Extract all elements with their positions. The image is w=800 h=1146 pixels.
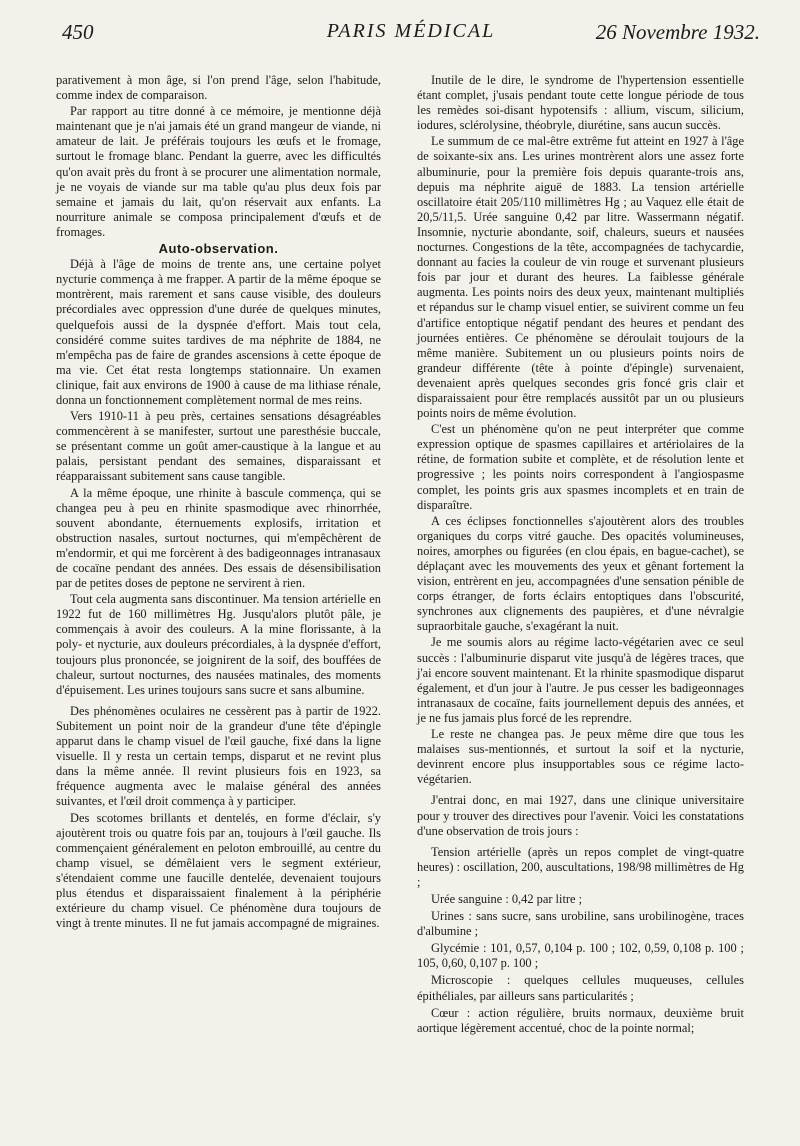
paragraph: Je me soumis alors au régime lacto-végétarien avec ce seul succès : l'albuminurie disparut vite jusqu'à de légères traces, que j'ai encore souvent maintenant. Et la rhinite spasmodique disparut également, et d'un jour à l'autre. Je pus cesser les badigeonnages intranasaux de cocaïne, faits journellement depuis des années, et je ne fus jamais plus forcé de les reprendre. bbox=[417, 635, 744, 725]
right-column bbox=[417, 73, 744, 1038]
section-heading: Auto-observation. bbox=[158, 241, 279, 257]
paragraph: parativement à mon âge, si l'on prend l'âge, selon l'habitude, comme index de comparaison. bbox=[56, 73, 381, 103]
list-item: Glycémie : 101, 0,57, 0,104 p. 100 ; 102, 0,59, 0,108 p. 100 ; 105, 0,60, 0,107 p. 100 ; bbox=[417, 941, 744, 971]
paragraph: Inutile de le dire, le syndrome de l'hypertension essentielle étant complet, j'usais pendant toute cette longue période de tous les remèdes soi-disant hypotensifs : allium, viscum, silicium, iodures, sclérolysine, théobryle, diurétine, sans aucun succès. bbox=[417, 73, 744, 133]
paragraph: A ces éclipses fonctionnelles s'ajoutèrent alors des troubles organiques du corps vitré gauche. Des opacités volumineuses, noires, amorphes ou figurées (en clou épais, en bague-cachet), se déplaçant avec les mouvements des yeux et gênant fortement la vision, entrèrent en jeu, accompagnées d'une sensation pénible de corps étranger, de forts éclairs entoptiques dans l'obscurité, synchrones aux clignements des paupières, et d'une névralgie supraorbitale gauche, s'exagérant la nuit. bbox=[417, 513, 744, 634]
list-item: Urée sanguine : 0,42 par litre ; bbox=[431, 891, 583, 906]
page-number: 450 bbox=[62, 20, 94, 44]
paragraph: Vers 1910-11 à peu près, certaines sensations désagréables commencèrent à se manifester, surtout une paresthésie buccale, se présentant comme un goût amer-caustique à la langue et au palais, persistant pendant des semaines, disparaissant et réapparaissant subitement sans cause tangible. bbox=[56, 409, 381, 484]
journal-title: PARIS MÉDICAL bbox=[326, 20, 496, 42]
paragraph: Déjà à l'âge de moins de trente ans, une certaine polyet nycturie commença à me frapper. A partir de la même époque se montrèrent, mais rarement et sans cause visible, des douleurs précordiales avec oppression d'une durée de quelques minutes, quelquefois aussi de la dyspnée d'effort. Mais tout cela, considéré comme suites tardives de ma néphrite de 1884, ne m'empêcha pas de faire de grandes ascensions à cette époque de ma vie. Cet état resta longtemps stationnaire. Un examen clinique, fait aux environs de 1900 à cause de ma lithiase rénale, donna un fonctionnement complètement normal de mes reins. bbox=[56, 257, 381, 407]
paragraph: Le summum de ce mal-être extrême fut atteint en 1927 à l'âge de soixante-six ans. Les urines montrèrent alors une assez forte albuminurie, pour la première fois depuis quarante-trois ans, depuis ma néphrite aiguë de 1883. La tension artérielle oscillatoire était 205/110 millimètres Hg ; au Vaquez elle était de 20,5/11,5. Urée sanguine 0,42 par litre. Wassermann négatif. Insomnie, nycturie abondante, soif, chaleurs, sueurs et nausées nocturnes. Congestions de la tête, accompagnées de tachycardie, donnant au facies la couleur de vin rouge et survenant plusieurs fois par jour et durant des heures. La faiblesse générale augmenta. Les points noirs des deux yeux, maintenant multipliés et répandus sur le champ visuel entier, se suivirent comme un feu d'artifice entoptique négatif pendant des heures et pendant des journées entières. Ce phénomène se déroulait toujours de la même manière. Subitement un ou plusieurs points noirs de grandeur différente (tête à pointe d'épingle) survenaient, devenaient après quelques secondes gris foncé gris clair et disparaissaient pour être remplacés aussitôt par un ou plusieurs points noirs de même évolution. bbox=[417, 134, 744, 421]
list-item: Microscopie : quelques cellules muqueuses, cellules épithéliales, par ailleurs sans particularités ; bbox=[417, 973, 744, 1003]
list-item: Tension artérielle (après un repos complet de vingt-quatre heures) : oscillation, 200, auscultations, 198/98 millimètres de Hg ; bbox=[417, 844, 744, 889]
paragraph: A la même époque, une rhinite à bascule commença, qui se changea peu à peu en rhinite spasmodique avec rhinorrhée, souvent abondante, éternuements explosifs, irritation et obstruction nasales, surtout nocturnes, qui m'empêchèrent de m'endormir, et qui me forcèrent à des badigeonnages intranasaux de cocaïne pendant des années. Des essais de désensibilisation par de petites doses de peptone ne servirent à rien. bbox=[56, 485, 381, 591]
paragraph: Par rapport au titre donné à ce mémoire, je mentionne déjà maintenant que je n'ai jamais été un grand mangeur de viande, ni amateur de lait. Je préférais toujours les œufs et le fromage, surtout le fromage blanc. Pendant la guerre, avec les difficultés qu'on avait près du front à se procurer une alimentation normale, je ne voyais de viande sur ma table qu'au plus deux fois par semaine et jamais du lait, qu'on réservait aux enfants. La nourriture animale se composa principalement d'œufs et de fromages. bbox=[56, 104, 381, 239]
paragraph: C'est un phénomène qu'on ne peut interpréter que comme expression optique de spasmes capillaires et artériolaires de la rétine, de formation subite et complète, et de résolution lente et progressive ; les points noirs correspondent à l'angiospasme complet, les points gris aux spasmes incomplets et en train de disparaître. bbox=[417, 422, 744, 512]
left-column bbox=[56, 73, 381, 932]
issue-date: 26 Novembre 1932. bbox=[595, 20, 760, 44]
paragraph: Le reste ne changea pas. Je peux même dire que tous les malaises sus-mentionnés, et surtout la soif et la nycturie, devinrent encore plus insupportables sous ce régime lacto-végétarien. bbox=[417, 727, 744, 787]
paragraph: Des scotomes brillants et dentelés, en forme d'éclair, s'y ajoutèrent trois ou quatre fois par an, toujours à l'œil gauche. Ils commençaient généralement en peloton embrouillé, au centre du champ visuel, se démêlaient vers le segment extérieur, s'étendaient comme une faucille dentelée, devenaient toujours plus étendus et disparaissaient finalement à la périphérie extérieure du champ visuel. Ce phénomène dura toujours de vingt à trente minutes. Il ne fut jamais accompagné de migraines. bbox=[56, 810, 381, 931]
list-item: Urines : sans sucre, sans urobiline, sans urobilinogène, traces d'albumine ; bbox=[417, 909, 744, 939]
paragraph: J'entrai donc, en mai 1927, dans une clinique universitaire pour y trouver des directives pour l'avenir. Voici les constatations d'une observation de trois jours : bbox=[417, 793, 744, 838]
page-header bbox=[62, 20, 760, 54]
paragraph: Des phénomènes oculaires ne cessèrent pas à partir de 1922. Subitement un point noir de la grandeur d'une tête d'épingle apparut dans le champ visuel de l'œil gauche, fixé dans la ligne visuelle. Il y resta un certain temps, disparut et ne revint plus dans la même année. Il revint plusieurs fois en 1923, sa fréquence augmenta avec le malaise général des années suivantes, et l'œil droit commença à y participer. bbox=[56, 703, 381, 809]
paragraph: Tout cela augmenta sans discontinuer. Ma tension artérielle en 1922 fut de 160 millimètres Hg. Jusqu'alors plutôt pâle, je commençais à avoir des couleurs. A la mine florissante, à la poly- et nycturie, aux douleurs précordiales, à la dyspnée d'effort, toujours plus prononcée, se joignirent de la soif, des bouffées de chaleur, surtout nocturnes, des nausées matinales, des moments d'épuisement. Les urines toujours sans sucre et sans albumine. bbox=[56, 592, 381, 697]
list-item: Cœur : action régulière, bruits normaux, deuxième bruit aortique légèrement accentué, choc de la pointe normal; bbox=[417, 1005, 744, 1035]
